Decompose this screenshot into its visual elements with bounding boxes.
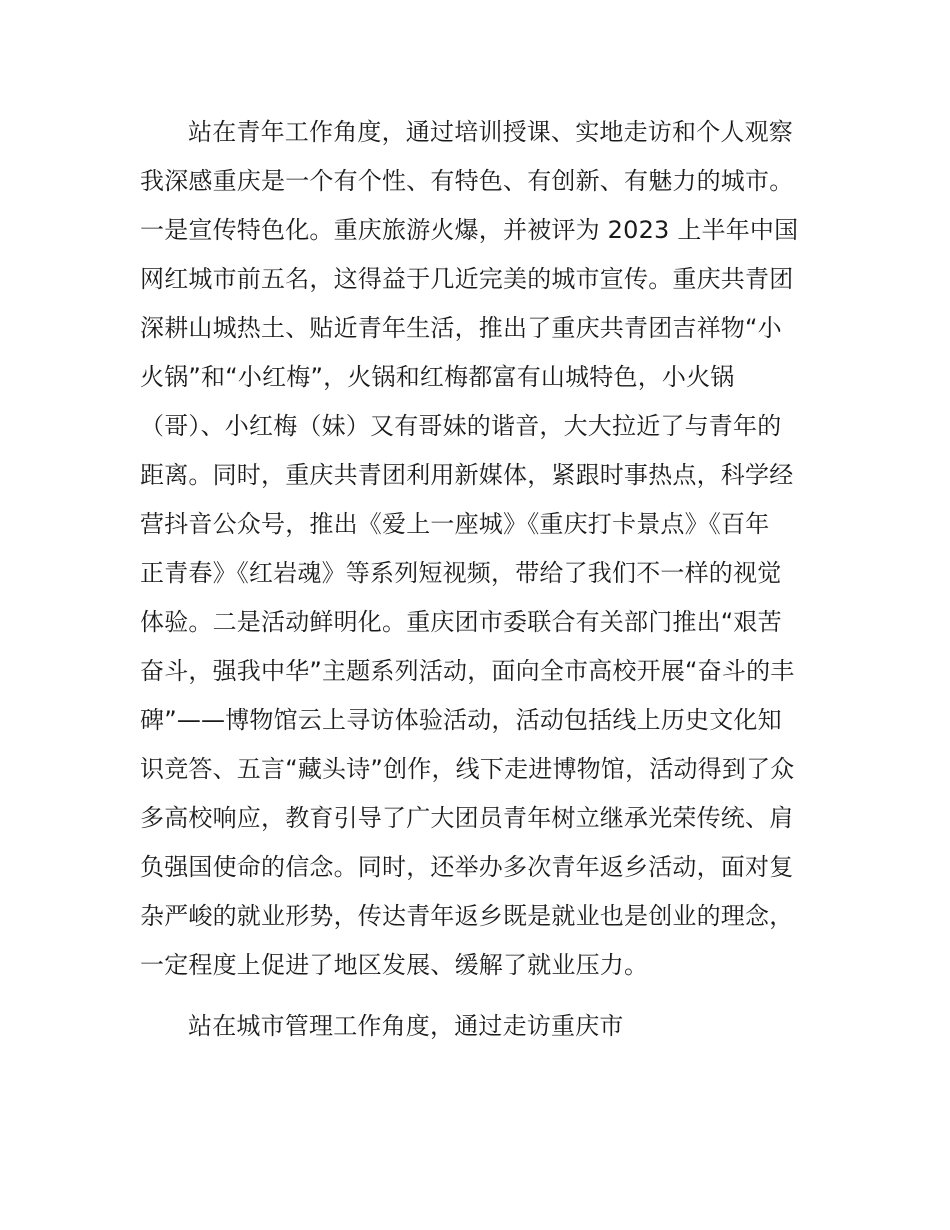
- paragraph-youth-work: [140, 108, 820, 990]
- text-line: 我深感重庆是一个有个性、有特色、有创新、有魅力的城市。: [140, 167, 794, 195]
- text-line: 一定程度上促进了地区发展、缓解了就业压力。: [140, 951, 649, 979]
- paragraph-city-management: [140, 1002, 820, 1051]
- text-line: 多高校响应，教育引导了广大团员青年树立继承光荣传统、肩: [140, 804, 794, 832]
- text-line: 碑”——博物馆云上寻访体验活动，活动包括线上历史文化知: [140, 706, 782, 734]
- text-line: 正青春》《红岩魂》等系列短视频，带给了我们不一样的视觉: [140, 559, 782, 587]
- text-line: 火锅”和“小红梅”，火锅和红梅都富有山城特色，小火锅: [140, 363, 735, 391]
- text-line: 识竞答、五言“藏头诗”创作，线下走进博物馆，活动得到了众: [140, 755, 795, 783]
- text-line: 深耕山城热土、贴近青年生活，推出了重庆共青团吉祥物“小: [140, 314, 782, 342]
- text-line: 距离。同时，重庆共青团利用新媒体，紧跟时事热点，科学经: [140, 461, 794, 489]
- text-line: 一是宣传特色化。重庆旅游火爆，并被评为 2023 上半年中国: [140, 216, 799, 244]
- text-line: 杂严峻的就业形势，传达青年返乡既是就业也是创业的理念，: [140, 902, 794, 930]
- text-line: 网红城市前五名，这得益于几近完美的城市宣传。重庆共青团: [140, 265, 794, 293]
- text-line: 负强国使命的信念。同时，还举办多次青年返乡活动，面对复: [140, 853, 794, 881]
- text-line: 营抖音公众号，推出《爱上一座城》《重庆打卡景点》《百年: [140, 510, 770, 538]
- text-line: 站在城市管理工作角度，通过走访重庆市: [188, 1012, 624, 1040]
- text-line: （哥）、小红梅（妹）又有哥妹的谐音，大大拉近了与青年的: [140, 412, 782, 440]
- text-line: 体验。二是活动鲜明化。重庆团市委联合有关部门推出“艰苦: [140, 608, 782, 636]
- text-line: 奋斗，强我中华”主题系列活动，面向全市高校开展“奋斗的丰: [140, 657, 795, 685]
- text-line: 站在青年工作角度，通过培训授课、实地走访和个人观察: [188, 118, 793, 146]
